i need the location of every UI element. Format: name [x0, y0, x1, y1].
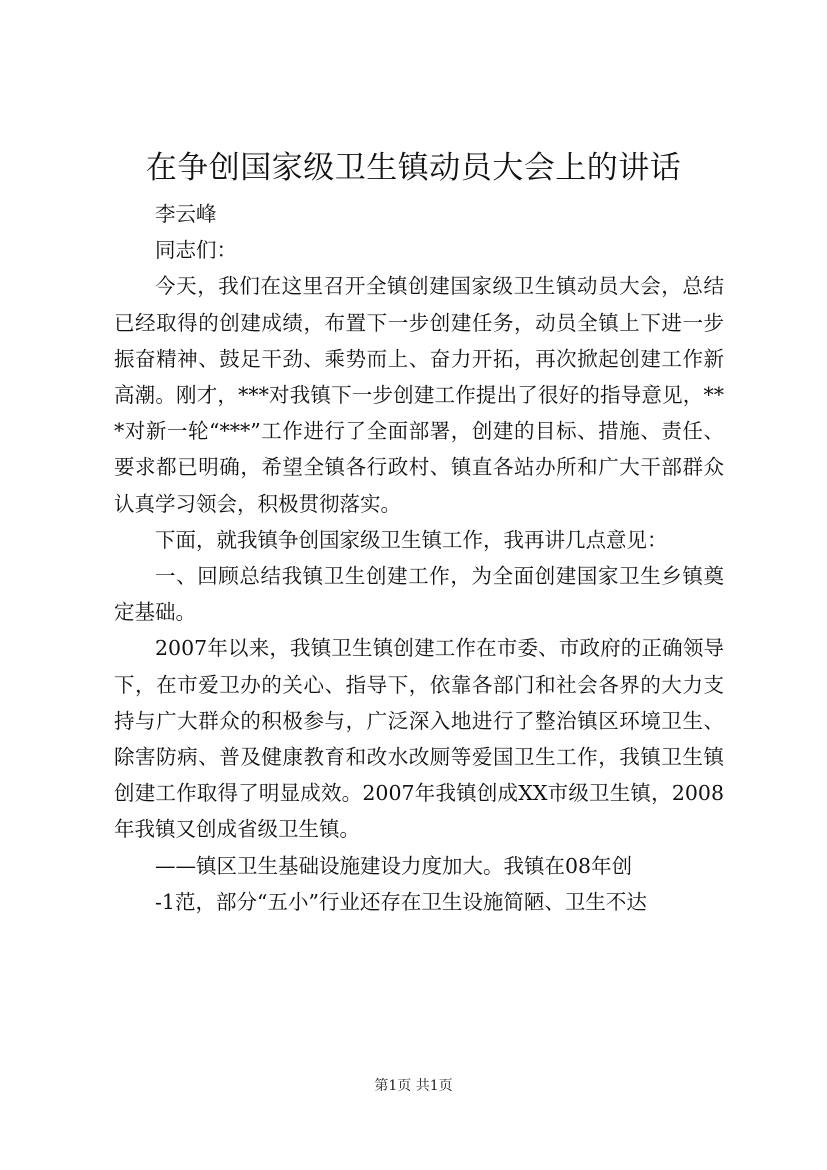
document-title: 在争创国家级卫生镇动员大会上的讲话: [145, 150, 682, 186]
paragraph: 下面，就我镇争创国家级卫生镇工作，我再讲几点意见：: [155, 527, 668, 552]
paragraph: 一、回顾总结我镇卫生创建工作，为全面创建国家卫生乡镇奠定基础。: [114, 564, 724, 625]
page-footer: 第1页 共1页: [374, 1078, 453, 1094]
paragraph: 2007年以来，我镇卫生镇创建工作在市委、市政府的正确领导下，在市爱卫办的关心、指导下，依靠各部门和社会各界的大力支持与广大群众的积极参与，广泛深入地进行了整治镇区环境卫生、除害防病、普及健康教育和改水改厕等爱国卫生工作，我镇卫生镇创建工作取得了明显成效。2007年我镇创成XX市级卫生镇，2008年我镇又创成省级卫生镇。: [114, 636, 724, 842]
author-line: 李云峰: [155, 202, 217, 226]
paragraph: 今天，我们在这里召开全镇创建国家级卫生镇动员大会，总结已经取得的创建成绩，布置下一步创建任务，动员全镇上下进一步振奋精神、鼓足干劲、乘势而上、奋力开拓，再次掀起创建工作新高潮。刚才，***对我镇下一步创建工作提出了很好的指导意见，***对新一轮“***”工作进行了全面部署，创建的目标、措施、责任、要求都已明确，希望全镇各行政村、镇直各站办所和广大干部群众认真学习领会，积极贯彻落实。: [114, 274, 724, 516]
document-body: [114, 196, 724, 920]
paragraph: -1范，部分“五小”行业还存在卫生设施简陋、卫生不达: [155, 889, 647, 914]
paragraph: ——镇区卫生基础设施建设力度加大。我镇在08年创: [155, 853, 633, 878]
salutation: 同志们：: [155, 238, 237, 263]
